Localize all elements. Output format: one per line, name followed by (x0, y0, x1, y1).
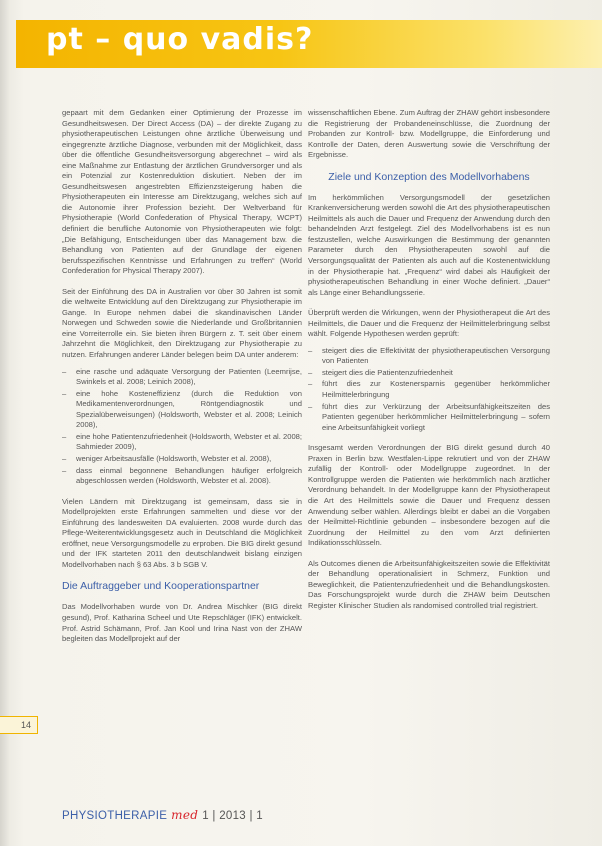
issue-number: 1 | 2013 | 1 (202, 810, 263, 822)
left-paragraph-2: Seit der Einführung des DA in Australien vor über 30 Jahren ist somit die weltweite Entwicklung auf den Direktzugang zur Physiotherapie im Gange. In Europe nehmen dabei die skandinavischen Länder Norwegen und Schweden sowie die Niederlande und Großbritannien eine Vorreiterrolle ein. Sie bieten ihren Bürgern z. T. seit über einem Jahrzehnt die Möglichkeit, den Direktzugang zur Physiotherapie zu nutzen. Erfahrungen anderer Länder belegen beim DA unter anderem: (62, 286, 302, 360)
right-paragraph-4: Insgesamt werden Verordnungen der BIG direkt gesund durch 40 Praxen in Berlin bzw. Westfalen-Lippe rekrutiert und von der ZHAW zufällig der Kontroll- oder Modellgruppe zugeordnet. In der Kontrollgruppe werden die Patienten wie herkömmlich nach ärztlicher Verordnung behandelt. In der Modellgruppe kann der Physiotherapeut die Art des Heilmittels sowie die Dauer und Frequenz dessen Anwendung selber wählen. Allerdings bleibt er dabei an die Vorgaben der Heilmittel-Richtlinie gebunden – insbesondere bezogen auf die Zuordnung der Heilmittel zu den vom Arzt definierten Indikationsschlüsseln. (308, 443, 550, 548)
section-heading-auftraggeber: Die Auftraggeber und Kooperationspartner (62, 580, 260, 593)
section-banner (16, 20, 602, 68)
list-item: – eine hohe Kosteneffizienz (durch die Reduktion von Medikamentenverordnungen, Röntgendiagnostik und Spezialüberweisungen) (Holdsworth, Webster et al. 2008; Leinich 2008), (62, 389, 302, 431)
left-column (62, 108, 302, 655)
left-paragraph-1: gepaart mit dem Gedanken einer Optimierung der Prozesse im Gesundheitswesen. Der Direct Access (DA) – der direkte Zugang zu physiotherapeutischen Leistungen ohne ärztliche Überweisung und eingegrenzte ärztliche Diagnose, verbunden mit der Möglichkeit, dass über die öffentliche Gesundheitsversorgung abgerechnet – wird als eine Maßnahme zur Entlastung der ärztlichen Grundversorger und als ein Potenzial zur Kostenreduktion diskutiert. Neben der im Gesundheitswesen angestrebten Effizienzsteigerung haben die Physiotherapeuten ein Interesse am Direktzugang, welches sich auf die Autonomie ihrer Profession bezieht. Der Weltverband für Physiotherapie (World Confederation of Physical Therapy, WCPT) definiert die berufliche Autonomie von Physiotherapeuten wie folgt: „Die Befähigung, Entscheidungen über das Management bzw. die Behandlung von Patienten auf der Grundlage der eigenen berufsspezifischen Kenntnisse und Erfahrungen zu treffen“ (World Confederation for Physical Therapy 2007). (62, 108, 302, 276)
right-column (308, 108, 550, 621)
list-item: – steigert dies die Effektivität der physiotherapeutischen Versorgung von Patienten (308, 346, 550, 367)
list-item: – steigert dies die Patientenzufriedenheit (308, 368, 550, 379)
list-item: – führt dies zur Verkürzung der Arbeitsunfähigkeitszeiten des Patienten gegenüber herkömmlicher Heilmittelerbringung – sofern eine Arbeitsunfähigkeit vorliegt (308, 402, 550, 434)
right-paragraph-2: Im herkömmlichen Versorgungsmodell der gesetzlichen Krankenversicherung werden sowohl die Art des physiotherapeutischen Heilmittels als auch die Dauer und Frequenz der Anwendung durch den behandelnden Arzt festgelegt. Ziel des Modellvorhabens ist es nun festzustellen, welche Auswirkungen die Bestimmung der genannten Parameter durch den Physiotherapeuten sowohl auf die Versorgungsqualität der Patienten als auch auf die Kostenentwicklung in der Physiotherapie hat. „Frequenz“ wird dabei als Häufigkeit der physiotherapeutischen Behandlung in einer Woche definiert. „Dauer“ als Länge einer Behandlungsserie. (308, 192, 550, 297)
page-number: 14 (0, 716, 38, 734)
list-item: – eine rasche und adäquate Versorgung der Patienten (Leemrijse, Swinkels et al. 2008; Leinich 2008), (62, 367, 302, 388)
list-item: – dass einmal begonnene Behandlungen häufiger erfolgreich abgeschlossen werden (Holdsworth, Webster et al. 2008). (62, 466, 302, 487)
section-heading-ziele: Ziele und Konzeption des Modellvorhabens (328, 170, 530, 183)
right-paragraph-1: wissenschaftlichen Ebene. Zum Auftrag der ZHAW gehört insbesondere die Registrierung der Probandeneinschlüsse, die Zuordnung der Probanden zur Kontroll- bzw. Modellgruppe, die Einforderung und Kontrolle der Daten, deren Auswertung sowie die Verschriftung der Ergebnisse. (308, 108, 550, 160)
hypotheses-list (308, 346, 550, 433)
list-item: – führt dies zur Kostenersparnis gegenüber herkömmlicher Heilmittelerbringung (308, 379, 550, 400)
journal-med-logo: med (171, 808, 199, 822)
list-item: – eine hohe Patientenzufriedenheit (Holdsworth, Webster et al. 2008; Sahmieder 2009), (62, 432, 302, 453)
section-title: pt – quo vadis? (46, 22, 314, 57)
left-paragraph-4: Das Modellvorhaben wurde von Dr. Andrea Mischker (BIG direkt gesund), Prof. Katharina Scheel und Ute Repschläger (IFK) entwickelt. Prof. Astrid Schämann, Prof. Jan Kool und Irina Nast von der ZHAW begleiten das Modellprojekt auf der (62, 602, 302, 644)
benefits-list (62, 367, 302, 487)
journal-footer (62, 808, 263, 822)
list-item: – weniger Arbeitsausfälle (Holdsworth, Webster et al. 2008), (62, 454, 302, 465)
left-paragraph-3: Vielen Ländern mit Direktzugang ist gemeinsam, dass sie in Modellprojekten erste Erfahrungen sammelten und diese vor der Einführung des landesweiten DA evaluierten. 2008 wurde durch das Pflege-Weiterentwicklungsgesetz auch in Deutschland die Möglichkeit eröffnet, neue Versorgungsmodelle zu erproben. Die BIG direkt gesund und der IFK starteten 2011 den deutschlandweit bislang einzigen Modellvorhaben nach § 63 Abs. 3 b SGB V. (62, 496, 302, 569)
right-paragraph-3: Überprüft werden die Wirkungen, wenn der Physiotherapeut die Art des Heilmittels, die Dauer und die Frequenz der Heilmittelerbringung selbst wählt. Folgende Hypothesen werden geprüft: (308, 308, 550, 339)
right-paragraph-5: Als Outcomes dienen die Arbeitsunfähigkeitszeiten sowie die Effektivität der Behandlung operationalisiert in Schmerz, Funktion und Beweglichkeit, die Patientenzufriedenheit und die Behandlungskosten. Das Forschungsprojekt wurde durch die ZHAW beim Deutschen Register Klinischer Studien als randomised controlled trial registriert. (308, 558, 550, 610)
journal-name: PHYSIOTHERAPIE (62, 810, 168, 822)
